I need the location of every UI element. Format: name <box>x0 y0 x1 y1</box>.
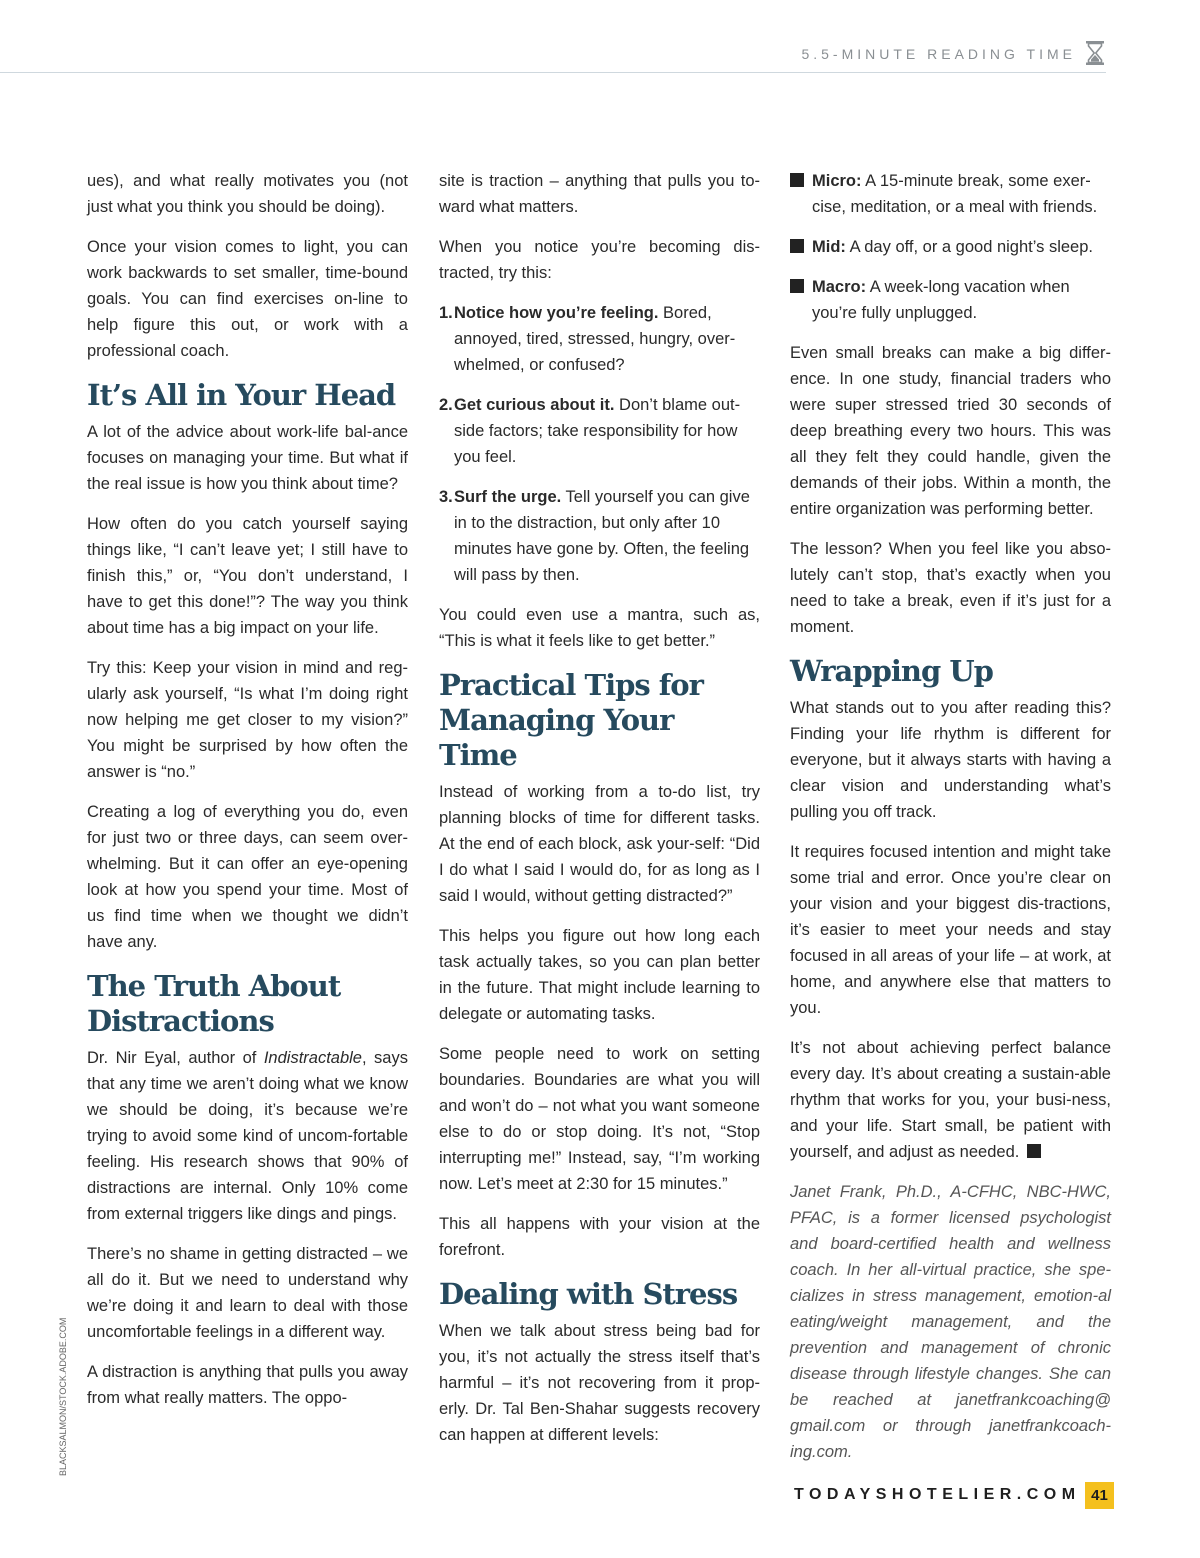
paragraph: Once your vision comes to light, you can work backwards to set smaller, time-bound goals. You can find exercises on-line to help figure this out, or work with a professional coach. <box>87 238 408 360</box>
paragraph: You could even use a mantra, such as, “This is what it feels like to get better.” <box>439 606 760 650</box>
paragraph <box>790 1035 1111 1165</box>
end-mark-icon <box>1027 1144 1041 1158</box>
column-1 <box>87 168 408 1425</box>
list-item-lead: Mid: <box>812 238 846 256</box>
square-bullet-icon <box>790 239 804 253</box>
paragraph: The lesson? When you feel like you abso-lutely can’t stop, that’s exactly when you need to take a break, even if it’s just for a moment. <box>790 540 1111 636</box>
photo-credit <box>58 1316 70 1476</box>
list-item-text: Tell yourself you can give in to the distraction, but only after 10 minutes have gone by. Often, the feeling will pass by then. <box>454 488 750 584</box>
list-item-text: Bored, annoyed, tired, stressed, hungry, over-whelmed, or confused? <box>454 304 736 374</box>
list-item-text: Don’t blame out-side factors; take responsibility for how you feel. <box>454 396 741 466</box>
paragraph: Instead of working from a to-do list, try planning blocks of time for different tasks. At the end of each block, ask your-self: “Did I do what I said I would do, for as long as I said I would, without getting distracted?” <box>439 783 760 905</box>
paragraph: Some people need to work on setting boundaries. Boundaries are what you will and won’t do – not what you want someone else to do or stop doing. It’s not, “Stop interrupting me!” Instead, say, “I’m working now. Let’s meet at 2:30 for 15 minutes.” <box>439 1045 760 1193</box>
text-run: It’s not about achieving perfect balance every day. It’s about creating a sustain-able rhythm that works for you, your busi-ness, and your life. Start small, be patient with yourself, and adjust as needed. <box>790 1039 1111 1161</box>
list-item <box>790 234 1111 260</box>
author-bio: Janet Frank, Ph.D., A-CFHC, NBC-HWC, PFAC, is a former licensed psychologist and board-certified health and wellness coach. In her all-virtual practice, she spe-cializes in stress management, emotion-al eating/weight management, and the prevention and management of chronic disease through lifestyle changes. She can be reached at janetfrankcoaching@ gmail.com or through janetfrankcoach-ing.com. <box>790 1183 1111 1461</box>
list-item-text: A 15-minute break, some exer-cise, meditation, or a meal with friends. <box>812 172 1098 216</box>
text-run: , says that any time we aren’t doing what we know we should be doing, it’s because we’re trying to avoid some kind of uncom-fortable feeling. His research shows that 90% of distractions are internal. Only 10% come from external triggers like dings and pings. <box>87 1049 408 1223</box>
paragraph: There’s no shame in getting distracted – we all do it. But we need to understand why we’re doing it and learn to deal with those uncomfortable feelings in a different way. <box>87 1245 408 1341</box>
list-number: 1. <box>439 304 453 322</box>
list-item-lead: Notice how you’re feeling. <box>454 304 659 322</box>
text-run: Dr. Nir Eyal, author of <box>87 1049 264 1067</box>
page-number: 41 <box>1085 1482 1114 1509</box>
list-number: 3. <box>439 488 453 506</box>
paragraph: Creating a log of everything you do, even for just two or three days, can seem over-whelming. But it can offer an eye-opening look at how you spend your time. Most of us find time when we thought we didn’t have any. <box>87 803 408 951</box>
paragraph: How often do you catch yourself saying things like, “I can’t leave yet; I still have to finish this,” or, “You don’t understand, I have to get this done!”? The way you think about time has a big impact on your life. <box>87 515 408 637</box>
paragraph: A distraction is anything that pulls you away from what really matters. The oppo- <box>87 1363 408 1407</box>
paragraph: When we talk about stress being bad for you, it’s not actually the stress itself that’s harmful – it’s not recovering from it prop-erly. Dr. Tal Ben-Shahar suggests recovery can happen at different levels: <box>439 1322 760 1444</box>
section-heading-tips: Practical Tips for Managing Your Time <box>439 668 703 772</box>
paragraph: A lot of the advice about work-life bal-ance focuses on managing your time. But what if the real issue is how you think about time? <box>87 423 408 493</box>
list-item <box>790 274 1111 326</box>
paragraph: When you notice you’re becoming dis-tracted, try this: <box>439 238 760 282</box>
list-item-lead: Micro: <box>812 172 862 190</box>
site-name: TODAYSHOTELIER.COM <box>794 1486 1081 1503</box>
list-item-text: A week-long vacation when you’re fully unplugged. <box>812 278 1070 322</box>
paragraph: This helps you figure out how long each task actually takes, so you can plan better in the future. That might include learning to delegate or automating tasks. <box>439 927 760 1023</box>
paragraph: site is traction – anything that pulls you to-ward what matters. <box>439 172 760 216</box>
paragraph: Even small breaks can make a big differ-ence. In one study, financial traders who were super stressed tried 30 seconds of deep breathing every two hours. This was all they felt they could handle, given the demands of their jobs. Within a month, the entire organization was performing better. <box>790 344 1111 518</box>
book-title: Indistractable <box>263 1049 362 1067</box>
paragraph: This all happens with your vision at the forefront. <box>439 1215 760 1259</box>
paragraph: ues), and what really motivates you (not just what you think you should be doing). <box>87 172 408 216</box>
photo-credit-text: BLACKSALMON/STOCK.ADOBE.COM <box>58 1317 68 1476</box>
square-bullet-icon <box>790 279 804 293</box>
reading-time-label: 5.5-MINUTE READING TIME <box>801 46 1076 62</box>
square-bullet-icon <box>790 173 804 187</box>
column-2 <box>439 168 760 1462</box>
list-item-lead: Macro: <box>812 278 867 296</box>
paragraph: What stands out to you after reading this? Finding your life rhythm is different for everyone, but it always starts with having a clear vision and understanding what’s pulling you off track. <box>790 699 1111 821</box>
list-number: 2. <box>439 396 453 414</box>
list-item-lead: Surf the urge. <box>454 488 562 506</box>
list-item <box>790 168 1111 220</box>
list-item <box>439 300 760 378</box>
paragraph: Try this: Keep your vision in mind and reg-ularly ask yourself, “Is what I’m doing right now helping me get closer to my vision?” You might be surprised by how often the answer is “no.” <box>87 659 408 781</box>
numbered-list <box>439 300 760 588</box>
paragraph <box>87 1045 408 1227</box>
header-rule <box>0 72 1106 73</box>
paragraph: It requires focused intention and might take some trial and error. Once you’re clear on your vision and your biggest dis-tractions, it’s easier to meet your needs and stay focused in all areas of your life – at work, at home, and anywhere else that matters to you. <box>790 843 1111 1017</box>
section-heading-distractions: The Truth About Distractions <box>87 969 341 1038</box>
list-item-lead: Get curious about it. <box>454 396 615 414</box>
section-heading-wrapping-up: Wrapping Up <box>790 654 993 688</box>
list-item <box>439 392 760 470</box>
column-3 <box>790 168 1111 1465</box>
hourglass-icon <box>1084 40 1106 66</box>
section-heading-head: It’s All in Your Head <box>87 378 396 412</box>
list-item-text: A day off, or a good night’s sleep. <box>845 238 1093 256</box>
list-item <box>439 484 760 588</box>
section-heading-stress: Dealing with Stress <box>439 1277 738 1311</box>
